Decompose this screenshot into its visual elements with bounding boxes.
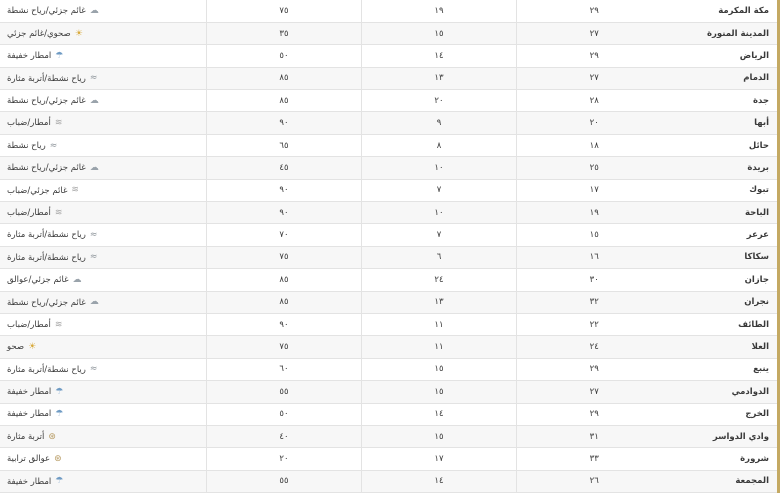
high-temp-cell: ٣٣ [517, 448, 672, 470]
low-temp-cell: ١٠ [362, 202, 517, 224]
table-row [0, 313, 779, 335]
wind-icon: ≈ [89, 230, 98, 241]
condition-cell [0, 470, 207, 492]
condition-cell [0, 179, 207, 201]
condition-text: غائم جزئي/رياح نشطة [7, 96, 86, 106]
city-name-cell: مكة المكرمة [672, 0, 779, 22]
table-row [0, 269, 779, 291]
low-temp-cell: ١٥ [362, 22, 517, 44]
table-row [0, 112, 779, 134]
high-temp-cell: ١٦ [517, 246, 672, 268]
condition-cell [0, 0, 207, 22]
condition-wrapper [7, 231, 198, 240]
high-temp-cell: ١٨ [517, 134, 672, 156]
high-temp-cell: ٢٧ [517, 22, 672, 44]
humidity-cell: ٥٠ [207, 45, 362, 67]
condition-text: غائم جزئي/عوالق [7, 275, 69, 286]
table-row [0, 358, 779, 380]
city-name-cell: الطائف [672, 313, 779, 335]
low-temp-cell: ١٤ [362, 470, 517, 492]
high-temp-cell: ١٧ [517, 179, 672, 201]
low-temp-cell: ١٣ [362, 67, 517, 89]
condition-wrapper [7, 365, 198, 374]
condition-wrapper [7, 455, 198, 464]
condition-wrapper [7, 321, 198, 330]
table-row [0, 0, 779, 22]
table-row [0, 470, 779, 492]
high-temp-cell: ٢٩ [517, 358, 672, 380]
table-row [0, 45, 779, 67]
condition-text: امطار خفيفة [7, 476, 52, 487]
humidity-cell: ٨٥ [207, 67, 362, 89]
city-name-cell: الرياض [672, 45, 779, 67]
table-row [0, 291, 779, 313]
humidity-cell: ٦٥ [207, 134, 362, 156]
condition-wrapper [7, 433, 198, 442]
condition-text: غائم جزئي/رياح نشطة [7, 6, 86, 17]
low-temp-cell: ٩ [362, 112, 517, 134]
humidity-cell: ٩٠ [207, 313, 362, 335]
humidity-cell: ٩٠ [207, 202, 362, 224]
wind-icon: ≈ [49, 140, 58, 151]
condition-text: رياح نشطة/أتربة مثارة [7, 252, 86, 263]
table-row [0, 425, 779, 447]
cloud-icon: ☁ [72, 274, 82, 285]
rain-icon: ☂ [55, 409, 64, 420]
low-temp-cell: ١٩ [362, 0, 517, 22]
condition-wrapper [7, 164, 198, 173]
city-name-cell: الخرج [672, 403, 779, 425]
humidity-cell: ٤٥ [207, 157, 362, 179]
humidity-cell: ٤٠ [207, 425, 362, 447]
condition-cell [0, 246, 207, 268]
high-temp-cell: ١٩ [517, 202, 672, 224]
condition-cell [0, 448, 207, 470]
low-temp-cell: ٨ [362, 134, 517, 156]
high-temp-cell: ٣١ [517, 425, 672, 447]
city-name-cell: المدينة المنورة [672, 22, 779, 44]
humidity-cell: ٥٥ [207, 470, 362, 492]
city-name-cell: ينبع [672, 358, 779, 380]
city-name-cell: الدوادمي [672, 381, 779, 403]
high-temp-cell: ٢٧ [517, 381, 672, 403]
condition-wrapper [7, 52, 198, 61]
condition-wrapper [7, 142, 198, 151]
city-name-cell: الدمام [672, 67, 779, 89]
humidity-cell: ٨٥ [207, 269, 362, 291]
condition-wrapper [7, 410, 198, 419]
high-temp-cell: ١٥ [517, 224, 672, 246]
cloud-icon: ☁ [89, 95, 99, 106]
table-row [0, 202, 779, 224]
condition-cell [0, 224, 207, 246]
condition-cell [0, 425, 207, 447]
humidity-cell: ٥٠ [207, 403, 362, 425]
humidity-cell: ٧٠ [207, 224, 362, 246]
condition-wrapper [7, 209, 198, 218]
city-name-cell: الباحة [672, 202, 779, 224]
high-temp-cell: ٢٩ [517, 403, 672, 425]
rain-icon: ☂ [55, 386, 64, 397]
dust-icon: ⊛ [48, 431, 56, 442]
condition-cell [0, 313, 207, 335]
fog-icon: ≋ [54, 319, 63, 330]
humidity-cell: ٩٠ [207, 179, 362, 201]
condition-wrapper [7, 30, 198, 39]
city-name-cell: أبها [672, 112, 779, 134]
city-name-cell: بريدة [672, 157, 779, 179]
humidity-cell: ٣٥ [207, 22, 362, 44]
low-temp-cell: ٢٠ [362, 90, 517, 112]
condition-cell [0, 381, 207, 403]
table-row [0, 67, 779, 89]
table-row [0, 246, 779, 268]
low-temp-cell: ٧ [362, 224, 517, 246]
condition-wrapper [7, 119, 198, 128]
city-name-cell: جدة [672, 90, 779, 112]
table-row [0, 448, 779, 470]
sun-icon: ☀ [28, 342, 37, 353]
humidity-cell: ٧٥ [207, 336, 362, 358]
table-row [0, 179, 779, 201]
wind-icon: ≈ [89, 364, 98, 375]
condition-cell [0, 202, 207, 224]
high-temp-cell: ٢٢ [517, 313, 672, 335]
condition-text: صحوي/غائم جزئي [7, 28, 71, 39]
humidity-cell: ٨٥ [207, 291, 362, 313]
high-temp-cell: ٢٤ [517, 336, 672, 358]
low-temp-cell: ٧ [362, 179, 517, 201]
condition-wrapper [7, 74, 198, 83]
condition-text: أمطار/ضباب [7, 118, 51, 129]
high-temp-cell: ٢٧ [517, 67, 672, 89]
rain-icon: ☂ [55, 50, 64, 61]
sun-icon: ☀ [74, 28, 83, 39]
fog-icon: ≋ [71, 185, 79, 196]
low-temp-cell: ١٤ [362, 45, 517, 67]
table-row [0, 403, 779, 425]
condition-text: امطار خفيفة [7, 409, 52, 420]
humidity-cell: ٢٠ [207, 448, 362, 470]
high-temp-cell: ٣٠ [517, 269, 672, 291]
dust-icon: ⊛ [54, 454, 62, 464]
condition-cell [0, 112, 207, 134]
low-temp-cell: ٢٤ [362, 269, 517, 291]
condition-cell [0, 157, 207, 179]
condition-text: رياح نشطة [7, 140, 46, 151]
condition-cell [0, 45, 207, 67]
condition-wrapper [7, 298, 198, 307]
city-name-cell: المجمعة [672, 470, 779, 492]
condition-text: عوالق ترابية [7, 454, 51, 465]
condition-wrapper [7, 253, 198, 262]
condition-wrapper [7, 186, 198, 195]
table-row [0, 90, 779, 112]
cloud-icon: ☁ [89, 5, 99, 16]
fog-icon: ≋ [54, 207, 63, 218]
high-temp-cell: ٣٢ [517, 291, 672, 313]
table-row [0, 22, 779, 44]
fog-icon: ≋ [54, 118, 63, 129]
condition-text: غائم جزئي/ضباب [7, 185, 68, 196]
low-temp-cell: ١٣ [362, 291, 517, 313]
table-row [0, 157, 779, 179]
low-temp-cell: ٦ [362, 246, 517, 268]
cloud-icon: ☁ [89, 162, 99, 173]
city-name-cell: تبوك [672, 179, 779, 201]
condition-text: امطار خفيفة [7, 387, 52, 398]
city-name-cell: سكاكا [672, 246, 779, 268]
condition-wrapper [7, 276, 198, 285]
city-name-cell: العلا [672, 336, 779, 358]
condition-text: أمطار/ضباب [7, 319, 51, 330]
table-row [0, 381, 779, 403]
table-row [0, 336, 779, 358]
condition-text: غائم جزئي/رياح نشطة [7, 297, 86, 308]
wind-icon: ≈ [89, 73, 98, 84]
high-temp-cell: ٢٥ [517, 157, 672, 179]
low-temp-cell: ١١ [362, 313, 517, 335]
condition-text: أتربة مثارة [7, 431, 45, 442]
condition-text: رياح نشطة/أتربة مثارة [7, 364, 86, 375]
low-temp-cell: ١٥ [362, 425, 517, 447]
city-name-cell: عرعر [672, 224, 779, 246]
condition-cell [0, 403, 207, 425]
wind-icon: ≈ [89, 252, 98, 263]
condition-cell [0, 134, 207, 156]
condition-wrapper [7, 388, 198, 397]
condition-text: رياح نشطة/أتربة مثارة [7, 230, 86, 241]
low-temp-cell: ١١ [362, 336, 517, 358]
condition-wrapper [7, 477, 198, 486]
high-temp-cell: ٢٩ [517, 45, 672, 67]
humidity-cell: ٥٥ [207, 381, 362, 403]
humidity-cell: ٨٥ [207, 90, 362, 112]
condition-text: أمطار/ضباب [7, 207, 51, 218]
humidity-cell: ٧٥ [207, 246, 362, 268]
condition-wrapper [7, 7, 198, 16]
humidity-cell: ٦٠ [207, 358, 362, 380]
condition-cell [0, 269, 207, 291]
humidity-cell: ٩٠ [207, 112, 362, 134]
condition-text: صحو [7, 342, 25, 353]
condition-cell [0, 67, 207, 89]
city-name-cell: شرورة [672, 448, 779, 470]
city-name-cell: حائل [672, 134, 779, 156]
high-temp-cell: ٢٩ [517, 0, 672, 22]
rain-icon: ☂ [55, 476, 64, 487]
condition-wrapper [7, 343, 198, 352]
city-name-cell: جازان [672, 269, 779, 291]
high-temp-cell: ٢٨ [517, 90, 672, 112]
condition-wrapper [7, 97, 198, 106]
condition-cell [0, 22, 207, 44]
low-temp-cell: ١٧ [362, 448, 517, 470]
low-temp-cell: ١٥ [362, 358, 517, 380]
low-temp-cell: ١٠ [362, 157, 517, 179]
condition-cell [0, 291, 207, 313]
cloud-icon: ☁ [89, 297, 99, 308]
humidity-cell: ٧٥ [207, 0, 362, 22]
high-temp-cell: ٢٠ [517, 112, 672, 134]
condition-text: غائم جزئي/رياح نشطة [7, 163, 86, 174]
low-temp-cell: ١٥ [362, 381, 517, 403]
condition-cell [0, 90, 207, 112]
high-temp-cell: ٢٦ [517, 470, 672, 492]
condition-text: امطار خفيفة [7, 51, 52, 62]
condition-cell [0, 358, 207, 380]
table-row [0, 134, 779, 156]
city-name-cell: نجران [672, 291, 779, 313]
condition-cell [0, 336, 207, 358]
low-temp-cell: ١٤ [362, 403, 517, 425]
table-row [0, 224, 779, 246]
city-name-cell: وادي الدواسر [672, 425, 779, 447]
condition-text: رياح نشطة/أتربة مثارة [7, 73, 86, 84]
